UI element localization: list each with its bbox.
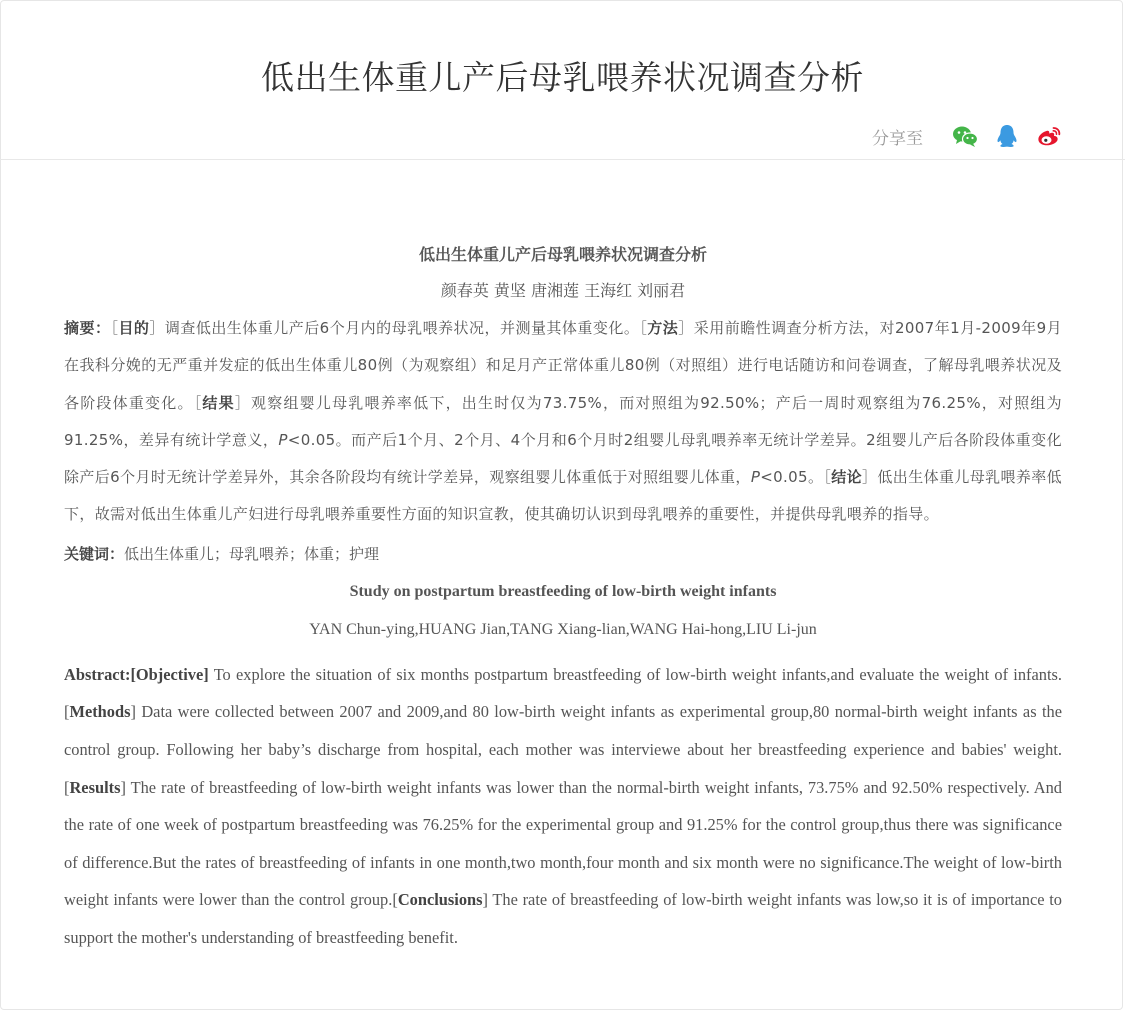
cn-keywords [64, 534, 1062, 574]
share-bar [872, 122, 1063, 150]
qq-icon[interactable] [993, 122, 1021, 150]
p-symbol: P [278, 430, 288, 449]
bracket: [ [64, 702, 70, 722]
cn-keywords-text: 低出生体重儿；母乳喂养；体重；护理 [124, 544, 380, 563]
cn-abstract [64, 310, 1062, 534]
cn-authors: 颜春英 黄坚 唐湘莲 王海红 刘丽君 [440, 281, 686, 300]
article-header [0, 0, 1125, 160]
cn-methods-text: 采用前瞻性调查分析方法，对2007年1月-2009年9月在我科分娩的无严重并发症的低出生体重儿80例（为观察组）和足月产正常体重儿80例（对照组）进行电话随访和问卷调查，了解母乳喂养状况及各阶段体重变化。 [64, 319, 1062, 412]
cn-article-title: 低出生体重儿产后母乳喂养状况调查分析 [418, 245, 707, 264]
bracket: ［ [823, 468, 832, 487]
bracket: ［ [639, 319, 648, 337]
en-abstract-label: Abstract: [64, 664, 131, 684]
en-article-title: Study on postpartum breastfeeding of low-birth weight infants [349, 582, 777, 600]
bracket: ] [130, 702, 136, 722]
cn-objective-label: 目的 [118, 319, 150, 337]
cn-abstract-label: 摘要： [64, 319, 111, 337]
bracket: ］ [234, 393, 252, 412]
bracket: ［ [193, 393, 203, 412]
en-authors: YAN Chun-ying,HUANG Jian,TANG Xiang-lian,WANG Hai-hong,LIU Li-jun [309, 620, 817, 638]
en-abstract [64, 656, 1062, 957]
cn-results-text: 观察组婴儿母乳喂养率低下，出生时仅为73.75%，而对照组为92.50%；产后一周时观察组为76.25%，对照组为91.25%，差异有统计学意义， [64, 393, 1062, 449]
bracket: ］ [862, 468, 878, 487]
bracket: ］ [149, 319, 165, 337]
cn-results-label: 结果 [202, 393, 235, 412]
cn-conclusion-text: 低出生体重儿母乳喂养率低下，故需对低出生体重儿产妇进行母乳喂养重要性方面的知识宣教，使其确切认识到母乳喂养的重要性，并提供母乳喂养的指导。 [64, 468, 1062, 524]
bracket: ] [120, 777, 126, 797]
en-methods-text: Data were collected between 2007 and 2009,and 80 low-birth weight infants as experimental group,80 normal-birth weight infants as the control group. Following her baby’s discharge from hospital, each mother was interviewe about her breastfeeding experience and babies' weight. [64, 702, 1062, 759]
page-title: 低出生体重儿产后母乳喂养状况调查分析 [261, 58, 864, 97]
article-body [64, 238, 1062, 957]
bracket: [ [392, 890, 398, 910]
bracket: ］ [678, 319, 694, 337]
cn-keywords-label: 关键词： [64, 544, 125, 563]
cn-conclusion-label: 结论 [831, 468, 863, 487]
bracket: [ [64, 777, 70, 797]
en-methods-label: Methods [69, 702, 131, 722]
bracket: ] [482, 890, 488, 910]
bracket: ［ [110, 319, 119, 337]
en-objective-text: To explore the situation of six months postpartum breastfeeding of low-birth weight infants,and evaluate the weight of infants. [208, 664, 1062, 684]
share-label: 分享至 [872, 128, 923, 149]
cn-objective-text: 调查低出生体重儿产后6个月内的母乳喂养状况，并测量其体重变化。 [164, 319, 640, 337]
en-objective-label: [Objective] [130, 664, 209, 684]
en-conclusions-text: The rate of breastfeeding of low-birth weight infants was low,so it is of importance to support the mother's understanding of breastfeeding benefit. [64, 890, 1062, 947]
en-conclusions-label: Conclusions [397, 890, 483, 910]
cn-results-text: <0.05。 [760, 468, 824, 487]
cn-results-text: <0.05。而产后1个月、2个月、4个月和6个月时2组婴儿母乳喂养率无统计学差异。2组婴儿产后各阶段体重变化除产后6个月时无统计学差异外，其余各阶段均有统计学差异，观察组婴儿体重低于对照组婴儿体重， [64, 430, 1062, 487]
weibo-icon[interactable] [1035, 122, 1063, 150]
en-results-label: Results [69, 777, 121, 797]
cn-methods-label: 方法 [647, 319, 679, 337]
en-results-text: The rate of breastfeeding of low-birth weight infants was lower than the normal-birth weight infants, 73.75% and 92.50% respectively. And the rate of one week of postpartum breastfeeding was 76.25% for the experimental group and 91.25% for the control group,thus there was significance of difference.But the rates of breastfeeding of infants in one month,two month,four month and six month were no significance.The weight of low-birth weight infants were lower than the control group. [64, 777, 1062, 910]
p-symbol: P [750, 468, 761, 487]
wechat-icon[interactable] [951, 122, 979, 150]
